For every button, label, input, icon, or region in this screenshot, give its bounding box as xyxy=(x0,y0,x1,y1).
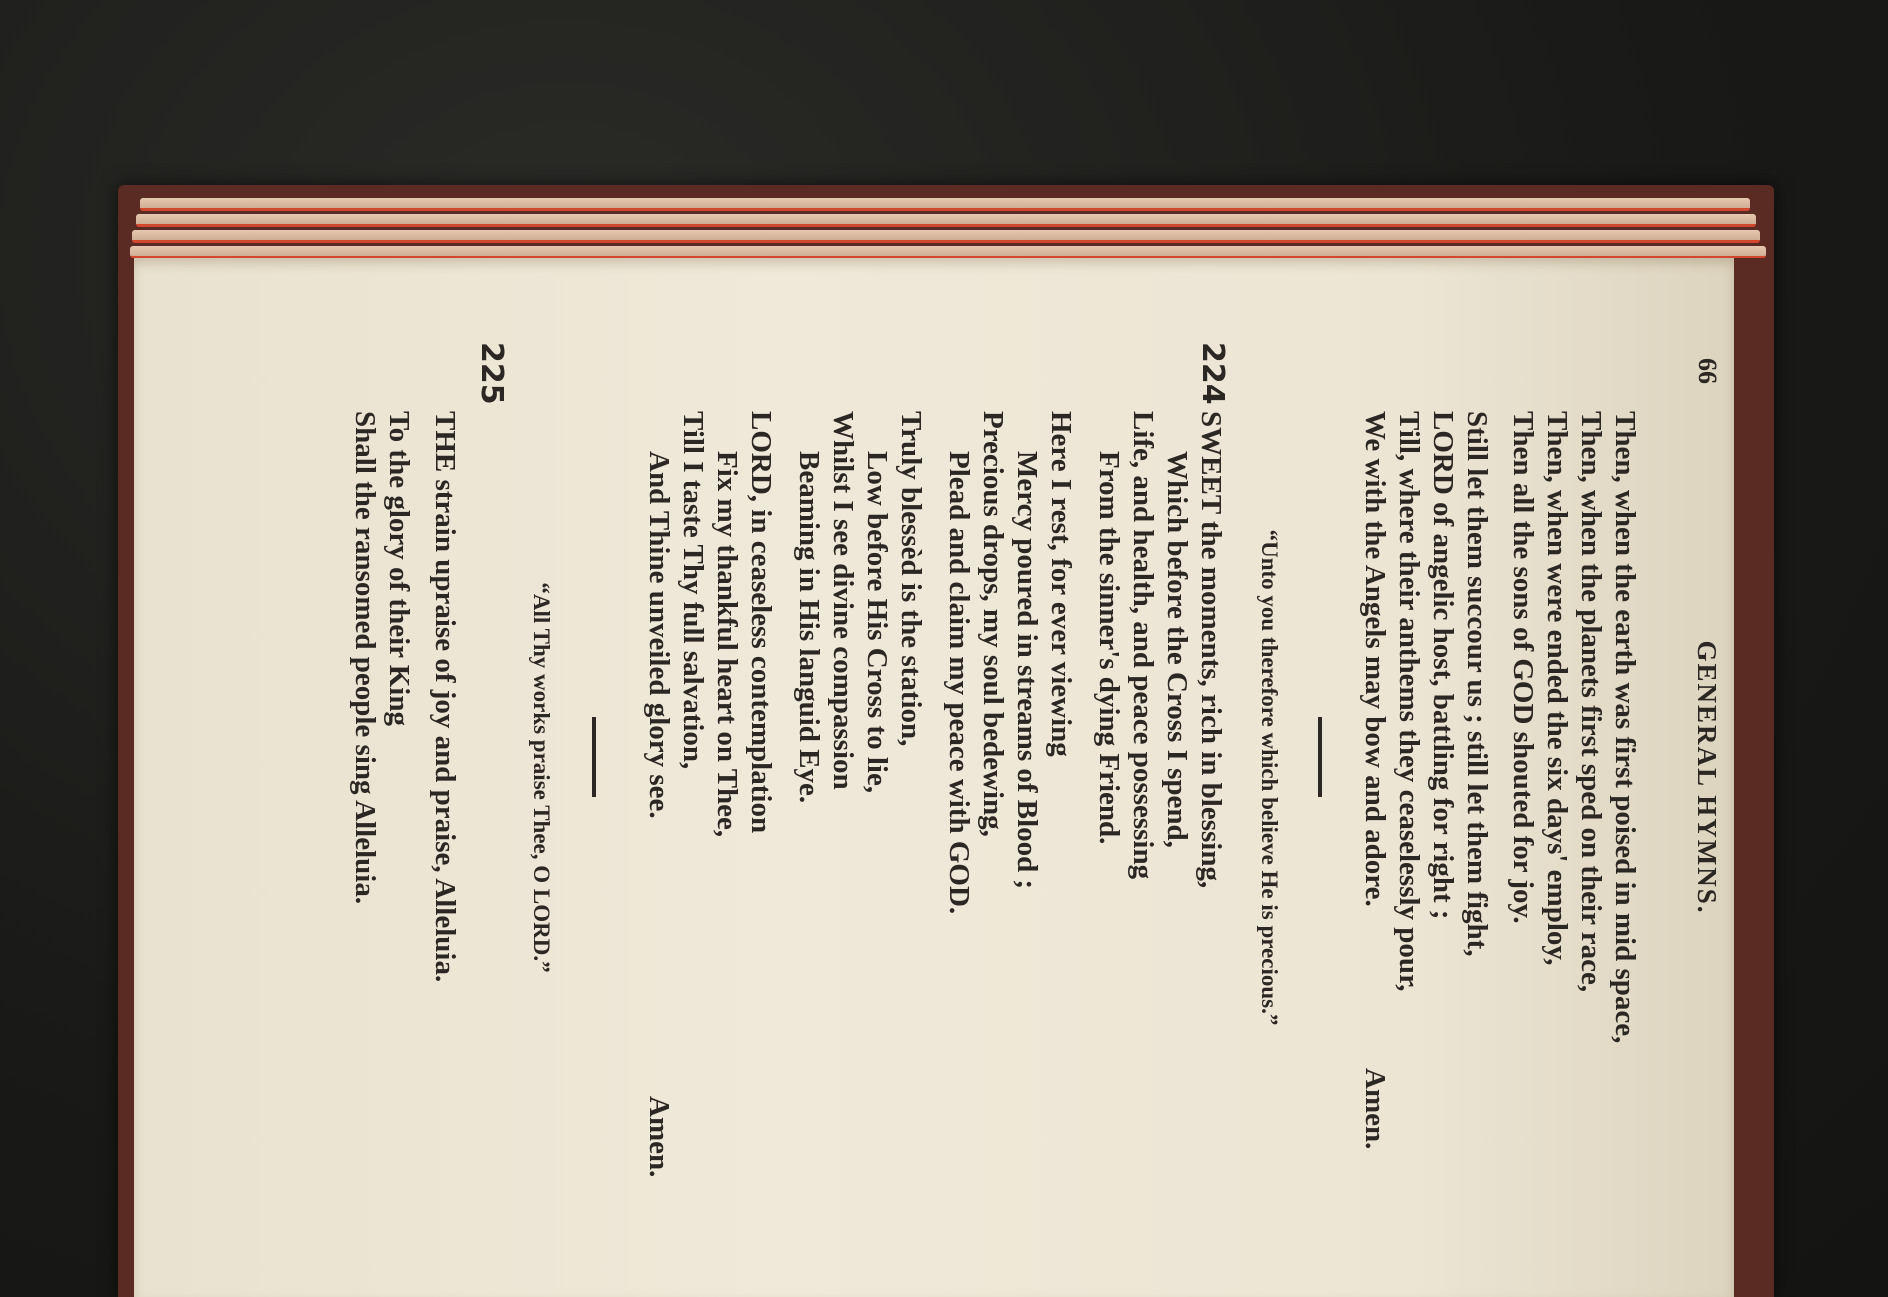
hymn-225-number: 225 xyxy=(474,342,509,405)
verse-line: Fix my thankful heart on Thee, xyxy=(711,451,743,838)
verse-line: Plead and claim my peace with GOD. xyxy=(943,451,975,915)
hymn-224-epigraph: “Unto you therefore which believe He is precious.” xyxy=(1257,529,1282,1026)
page-edge xyxy=(140,198,1750,211)
hymn-225-epigraph: “All Thy works praise Thee, O LORD.” xyxy=(529,582,554,973)
amen-label: Amen. xyxy=(643,1096,675,1178)
verse-line: Whilst I see divine compassion xyxy=(827,411,859,790)
verse-line: Mercy poured in streams of Blood ; xyxy=(1011,451,1043,890)
verse-line: Precious drops, my soul bedewing, xyxy=(977,411,1009,837)
verse-line: Here I rest, for ever viewing xyxy=(1045,411,1077,757)
verse-line: Low before His Cross to lie, xyxy=(861,451,893,794)
verse-line: Which before the Cross I spend, xyxy=(1161,451,1193,848)
section-divider xyxy=(592,717,596,797)
page-number: 66 xyxy=(1693,358,1722,384)
verse-line: We with the Angels may bow and adore. xyxy=(1359,411,1391,907)
verse-line: Life, and health, and peace possessing xyxy=(1127,411,1159,880)
page-content-rotated xyxy=(134,258,1734,1297)
running-head: GENERAL HYMNS. xyxy=(1692,640,1722,915)
verse-line: Shall the ransomed people sing Alleluia. xyxy=(349,411,381,905)
page-header xyxy=(1654,258,1734,1297)
verse-line: To the glory of their King xyxy=(383,411,415,726)
verse-line: Then, when were ended the six days' employ, xyxy=(1541,411,1573,966)
amen-label: Amen. xyxy=(1359,1068,1391,1150)
verse-line: From the sinner's dying Friend. xyxy=(1093,451,1125,845)
verse-line: Then, when the earth was first poised in mid space, xyxy=(1609,411,1641,1044)
verse-line: LORD of angelic host, battling for right ; xyxy=(1427,411,1459,920)
verse-line: Then all the sons of GOD shouted for joy. xyxy=(1507,411,1539,924)
verse-line: Till, where their anthems they ceaselessly pour, xyxy=(1393,411,1425,992)
page-edge xyxy=(130,246,1766,258)
verse-line: Truly blessèd is the station, xyxy=(895,411,927,747)
section-divider xyxy=(1318,717,1322,797)
verse-line: Beaming in His languid Eye. xyxy=(793,451,825,804)
verse-line: LORD, in ceaseless contemplation xyxy=(745,411,777,834)
page-edge xyxy=(136,214,1756,227)
hymn-224-number: 224 xyxy=(1195,342,1230,405)
verse-line: And Thine unveiled glory see. xyxy=(643,451,675,819)
verse-line: THE strain upraise of joy and praise, Alleluia. xyxy=(429,411,461,983)
verse-line: Then, when the planets first sped on their race, xyxy=(1575,411,1607,993)
page-edge xyxy=(132,230,1760,243)
verse-line: Still let them succour us ; still let them fight, xyxy=(1461,411,1493,957)
verse-line: SWEET the moments, rich in blessing, xyxy=(1195,411,1227,889)
verse-line: Till I taste Thy full salvation, xyxy=(677,411,709,770)
